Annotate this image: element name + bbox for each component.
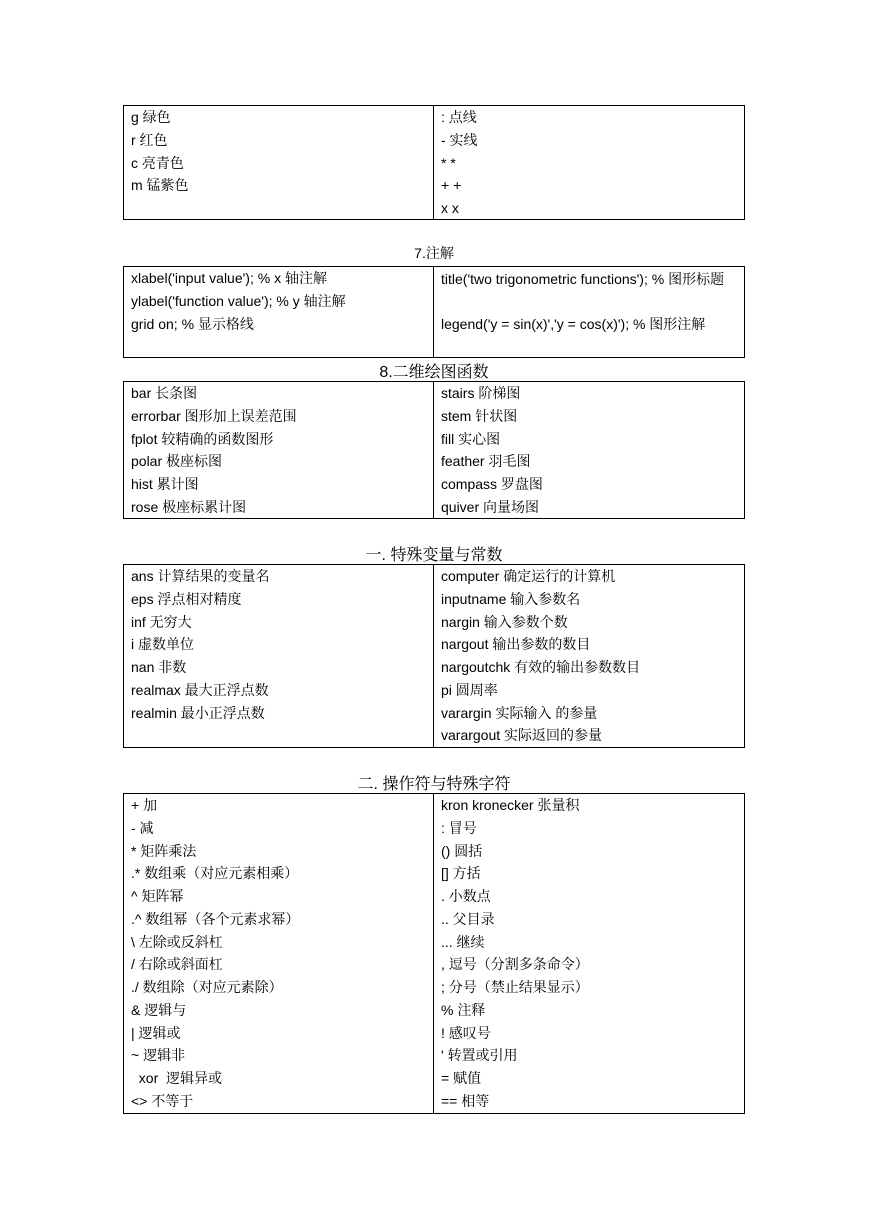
table-cell: .* 数组乘（对应元素相乘） — [131, 865, 299, 882]
table-cell: g 绿色 — [131, 109, 171, 125]
table-cell: & 逻辑与 — [131, 1001, 187, 1018]
table-cell: xlabel('input value'); % x 轴注解 — [131, 270, 327, 286]
table-cell: bar 长条图 — [131, 385, 198, 401]
table-cell: : 点线 — [441, 109, 477, 125]
section-title: 7.注解 — [414, 245, 454, 261]
plot-functions-left-column — [124, 382, 434, 518]
table-cell: % 注释 — [441, 1001, 486, 1018]
table-cell: stairs 阶梯图 — [441, 385, 521, 401]
table-cell: inputname 输入参数名 — [441, 590, 581, 607]
table-cell: ylabel('function value'); % y 轴注解 — [131, 292, 346, 309]
table-cell: title('two trigonometric functions'); % 图形标题 — [441, 271, 725, 287]
table-cell: nan 非数 — [131, 659, 187, 675]
table-cell: feather 羽毛图 — [441, 453, 531, 470]
table-cell: - 减 — [131, 819, 154, 836]
table-cell: ... 继续 — [441, 933, 485, 950]
annotation-left-column — [124, 267, 434, 357]
table-cell: xor 逻辑异或 — [131, 1070, 223, 1086]
table-cell: | 逻辑或 — [131, 1024, 181, 1041]
table-cell: varargout 实际返回的参量 — [441, 727, 603, 744]
table-cell: ./ 数组除（对应元素除） — [131, 979, 283, 995]
table-cell: () 圆括 — [441, 842, 483, 859]
section-title: 一. 特殊变量与常数 — [365, 547, 503, 564]
table-cell: + + — [441, 177, 462, 194]
table-cell: [] 方括 — [441, 865, 481, 882]
table-cell: .^ 数组幂（各个元素求幂） — [131, 910, 300, 927]
table-cell: : 冒号 — [441, 819, 477, 836]
plot-functions-table — [123, 381, 745, 519]
section-title: 二. 操作符与特殊字符 — [357, 776, 511, 793]
table-cell: grid on; % 显示格线 — [131, 315, 254, 332]
table-cell: pi 圆周率 — [441, 681, 498, 698]
table-cell: ; 分号（禁止结果显示） — [441, 979, 589, 995]
table-cell: * * — [441, 154, 456, 171]
table-cell: \ 左除或反斜杠 — [131, 933, 223, 950]
table-cell: + 加 — [131, 797, 158, 813]
operators-table — [123, 793, 745, 1114]
table-cell: inf 无穷大 — [131, 613, 192, 630]
table-cell: , 逗号（分割多条命令） — [441, 956, 589, 973]
table-cell: * 矩阵乘法 — [131, 842, 197, 859]
table-cell: realmin 最小正浮点数 — [131, 704, 265, 721]
table-cell: i 虚数单位 — [131, 636, 194, 653]
table-cell: r 红色 — [131, 131, 168, 148]
table-cell: x x — [441, 200, 459, 216]
section-title: 8.二维绘图函数 — [379, 364, 489, 381]
operators-left-column — [124, 794, 434, 1113]
table-cell: <> 不等于 — [131, 1092, 194, 1109]
table-cell: . 小数点 — [441, 888, 491, 904]
table-cell: ans 计算结果的变量名 — [131, 568, 270, 584]
table-cell: nargout 输出参数的数目 — [441, 636, 591, 653]
table-cell: varargin 实际输入 的参量 — [441, 704, 598, 721]
table-cell: ~ 逻辑非 — [131, 1047, 186, 1064]
table-cell: hist 累计图 — [131, 476, 199, 492]
color-linestyle-table — [123, 105, 745, 220]
table-cell: = 赋值 — [441, 1070, 482, 1086]
table-cell: nargin 输入参数个数 — [441, 613, 568, 630]
table-cell: compass 罗盘图 — [441, 476, 543, 492]
operators-right-column — [434, 794, 744, 1113]
plot-functions-right-column — [434, 382, 744, 518]
table-cell: fplot 较精确的函数图形 — [131, 430, 274, 447]
table-cell: / 右除或斜面杠 — [131, 956, 223, 973]
table-cell: errorbar 图形加上误差范围 — [131, 407, 297, 424]
color-column — [124, 106, 434, 219]
special-variables-right-column — [434, 565, 744, 747]
table-cell: == 相等 — [441, 1092, 490, 1109]
table-cell: fill 实心图 — [441, 430, 501, 447]
linestyle-column — [434, 106, 744, 219]
table-cell: ! 感叹号 — [441, 1024, 491, 1041]
table-cell: m 锰紫色 — [131, 177, 189, 194]
table-cell: c 亮青色 — [131, 154, 184, 171]
special-variables-left-column — [124, 565, 434, 747]
table-cell: legend('y = sin(x)','y = cos(x)'); % 图形注解 — [441, 316, 706, 332]
table-cell: rose 极座标累计图 — [131, 498, 247, 515]
table-cell: polar 极座标图 — [131, 453, 223, 470]
annotation-table — [123, 266, 745, 358]
table-cell: kron kronecker 张量积 — [441, 797, 580, 813]
annotation-right-column — [434, 267, 744, 357]
table-cell: .. 父目录 — [441, 910, 495, 927]
table-cell: stem 针状图 — [441, 407, 518, 424]
table-cell: ' 转置或引用 — [441, 1047, 518, 1064]
table-cell: eps 浮点相对精度 — [131, 590, 242, 607]
special-variables-table — [123, 564, 745, 748]
table-cell: computer 确定运行的计算机 — [441, 568, 616, 584]
table-cell: quiver 向量场图 — [441, 498, 540, 515]
table-cell: ^ 矩阵幂 — [131, 888, 184, 904]
table-cell: - 实线 — [441, 131, 478, 148]
table-cell: realmax 最大正浮点数 — [131, 681, 269, 698]
table-cell: nargoutchk 有效的输出参数数目 — [441, 659, 641, 675]
